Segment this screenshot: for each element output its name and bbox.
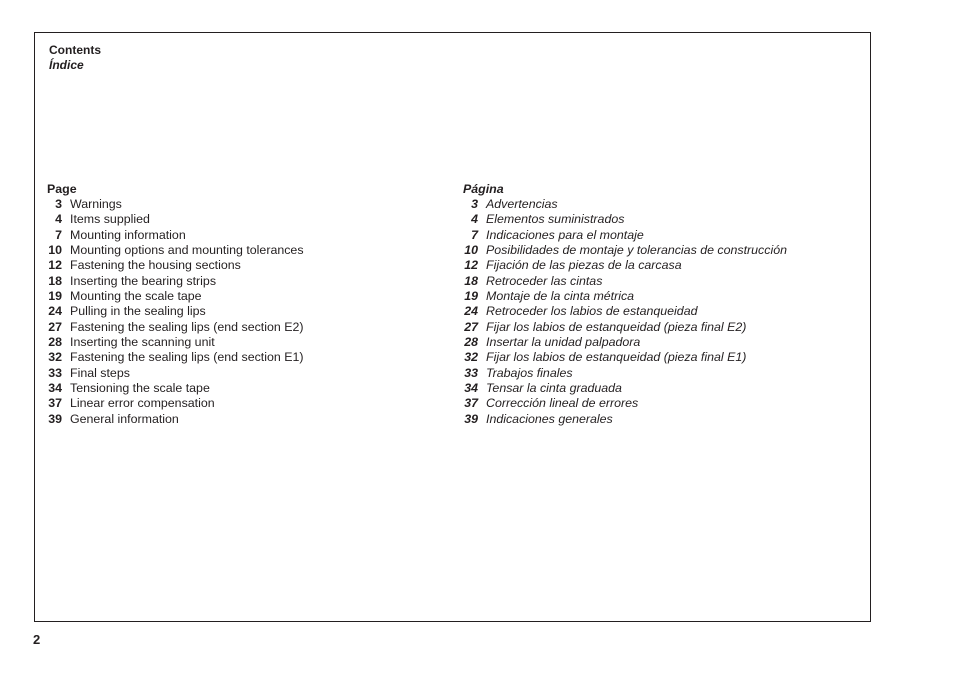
toc-entry-title: Mounting options and mounting tolerances — [70, 243, 304, 258]
toc-entry-title: Corrección lineal de errores — [486, 396, 639, 411]
toc-entry-title: Fijar los labios de estanqueidad (pieza final E2) — [486, 319, 747, 334]
toc-entry-page: 7 — [471, 227, 478, 242]
toc-column-en — [47, 181, 304, 427]
toc-column-label-en: Page — [47, 182, 77, 196]
toc-entry-title: Fastening the sealing lips (end section E1) — [70, 350, 304, 365]
toc-entry-title: Items supplied — [70, 212, 150, 227]
toc-entry-title: Tensioning the scale tape — [70, 381, 210, 396]
toc-entry[interactable] — [47, 350, 304, 365]
toc-entry-page: 34 — [464, 381, 478, 396]
toc-entry-page: 18 — [48, 273, 62, 288]
toc-entry-title: Insertar la unidad palpadora — [486, 335, 641, 350]
toc-entry-page: 39 — [464, 411, 478, 426]
toc-entry[interactable] — [47, 396, 304, 411]
toc-entry-page: 12 — [464, 258, 478, 273]
toc-entry[interactable] — [463, 212, 787, 227]
toc-entry-page: 19 — [464, 289, 478, 304]
toc-entry-page: 4 — [471, 212, 478, 227]
toc-entry-title: Pulling in the sealing lips — [70, 304, 206, 319]
toc-entry-page: 37 — [464, 396, 478, 411]
toc-entry[interactable] — [47, 243, 304, 258]
toc-entry-title: Fastening the sealing lips (end section E2) — [70, 319, 304, 334]
toc-entry[interactable] — [47, 320, 304, 335]
toc-entry[interactable] — [463, 412, 787, 427]
toc-entry-page: 7 — [55, 227, 62, 242]
toc-entry[interactable] — [463, 335, 787, 350]
toc-entry-title: General information — [70, 411, 179, 426]
toc-entry[interactable] — [47, 366, 304, 381]
toc-entry-page: 32 — [48, 350, 62, 365]
toc-list-es — [463, 197, 787, 427]
toc-entry[interactable] — [463, 228, 787, 243]
toc-entry-title: Fijar los labios de estanqueidad (pieza final E1) — [486, 350, 747, 365]
toc-entry[interactable] — [47, 228, 304, 243]
toc-entry[interactable] — [47, 335, 304, 350]
toc-entry-title: Trabajos finales — [486, 365, 573, 380]
toc-entry-title: Mounting the scale tape — [70, 289, 202, 304]
toc-entry-title: Indicaciones generales — [486, 411, 613, 426]
toc-column-label-es: Página — [463, 182, 504, 196]
toc-entry-title: Inserting the bearing strips — [70, 273, 217, 288]
toc-entry-page: 37 — [48, 396, 62, 411]
toc-entry-title: Retroceder las cintas — [486, 273, 603, 288]
toc-entry-page: 28 — [464, 335, 478, 350]
contents-title-es: Índice — [49, 58, 84, 72]
toc-entry-page: 24 — [464, 304, 478, 319]
toc-entry-page: 4 — [55, 212, 62, 227]
toc-column-es — [463, 181, 787, 427]
toc-entry[interactable] — [47, 304, 304, 319]
toc-entry-title: Linear error compensation — [70, 396, 215, 411]
toc-entry[interactable] — [463, 304, 787, 319]
toc-entry-page: 3 — [55, 197, 62, 211]
toc-entry-title: Indicaciones para el montaje — [486, 227, 644, 242]
toc-entry-title: Retroceder los labios de estanqueidad — [486, 304, 698, 319]
toc-entry[interactable] — [463, 274, 787, 289]
toc-entry-title: Warnings — [70, 197, 122, 211]
toc-entry-page: 39 — [48, 411, 62, 426]
toc-entry[interactable] — [47, 412, 304, 427]
toc-entry[interactable] — [47, 258, 304, 273]
toc-entry[interactable] — [463, 197, 787, 212]
toc-entry-page: 3 — [471, 197, 478, 211]
toc-entry-page: 18 — [464, 273, 478, 288]
toc-entry[interactable] — [47, 274, 304, 289]
toc-entry[interactable] — [463, 258, 787, 273]
contents-heading — [49, 43, 101, 73]
toc-entry-page: 28 — [48, 335, 62, 350]
toc-entry-title: Fijación de las piezas de la carcasa — [486, 258, 682, 273]
toc-entry-title: Elementos suministrados — [486, 212, 625, 227]
contents-title-en: Contents — [49, 43, 101, 57]
toc-entry-page: 12 — [48, 258, 62, 273]
toc-entry-title: Advertencias — [486, 197, 558, 211]
toc-entry[interactable] — [463, 366, 787, 381]
toc-entry[interactable] — [463, 381, 787, 396]
toc-entry[interactable] — [47, 212, 304, 227]
toc-entry-page: 10 — [48, 243, 62, 258]
toc-entry[interactable] — [463, 396, 787, 411]
toc-entry[interactable] — [47, 381, 304, 396]
toc-entry-title: Montaje de la cinta métrica — [486, 289, 635, 304]
toc-entry-page: 24 — [48, 304, 62, 319]
toc-list-en — [47, 197, 304, 427]
toc-entry-page: 33 — [48, 365, 62, 380]
toc-entry-title: Final steps — [70, 365, 130, 380]
toc-entry-title: Tensar la cinta graduada — [486, 381, 622, 396]
toc-entry[interactable] — [463, 350, 787, 365]
toc-entry-page: 34 — [48, 381, 62, 396]
toc-entry[interactable] — [463, 289, 787, 304]
toc-entry-title: Fastening the housing sections — [70, 258, 241, 273]
toc-entry[interactable] — [47, 289, 304, 304]
toc-entry[interactable] — [47, 197, 304, 212]
toc-entry[interactable] — [463, 243, 787, 258]
toc-entry-page: 33 — [464, 365, 478, 380]
toc-entry-page: 27 — [464, 319, 478, 334]
toc-entry[interactable] — [463, 320, 787, 335]
toc-entry-page: 27 — [48, 319, 62, 334]
toc-entry-title: Posibilidades de montaje y tolerancias de construcción — [486, 243, 787, 258]
toc-entry-page: 10 — [464, 243, 478, 258]
toc-entry-page: 32 — [464, 350, 478, 365]
page-number: 2 — [33, 632, 41, 647]
toc-entry-title: Mounting information — [70, 227, 186, 242]
toc-entry-page: 19 — [48, 289, 62, 304]
toc-entry-title: Inserting the scanning unit — [70, 335, 215, 350]
